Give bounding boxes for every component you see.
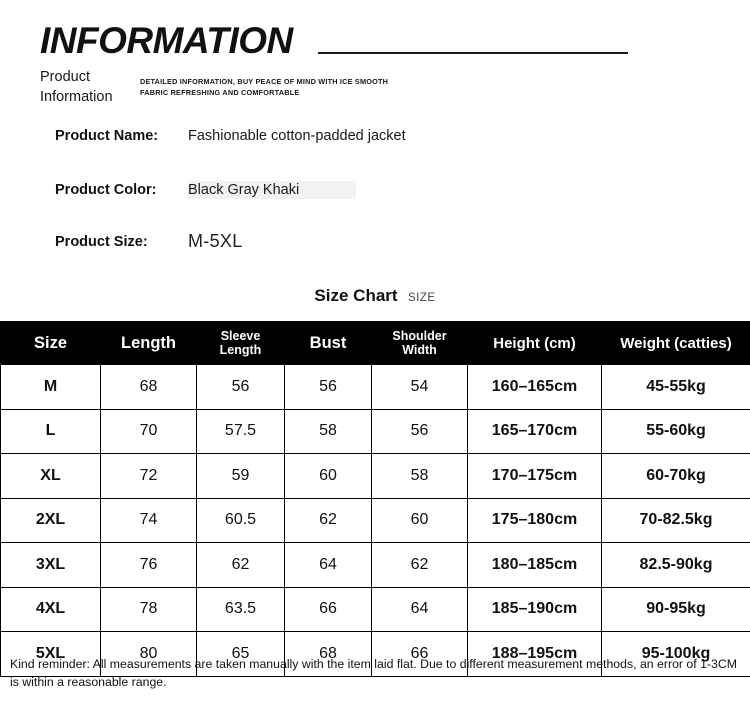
cell-bust: 56 (285, 365, 372, 410)
cell-weight: 45-55kg (602, 365, 750, 410)
cell-height: 165–170cm (468, 409, 602, 454)
section-subtitle-line2: Information (40, 88, 113, 105)
cell-sleeve: 65 (197, 632, 285, 677)
cell-shoulder: 56 (372, 409, 468, 454)
spec-value: Fashionable cotton-padded jacket (188, 128, 406, 144)
cell-bust: 62 (285, 498, 372, 543)
section-subtitle (40, 68, 113, 107)
cell-weight: 82.5-90kg (602, 543, 750, 588)
cell-height: 175–180cm (468, 498, 602, 543)
spec-row-product-name (0, 122, 750, 168)
spec-label: Product Name: (55, 128, 159, 144)
cell-length: 80 (101, 632, 197, 677)
cell-weight: 90-95kg (602, 587, 750, 632)
cell-sleeve: 62 (197, 543, 285, 588)
cell-sleeve: 60.5 (197, 498, 285, 543)
cell-shoulder: 62 (372, 543, 468, 588)
cell-size: XL (1, 454, 101, 499)
spec-label: Product Color: (55, 182, 157, 198)
column-header-weight: Weight (catties) (602, 322, 750, 365)
cell-size: 5XL (1, 632, 101, 677)
table-header-row (1, 322, 750, 365)
cell-size: L (1, 409, 101, 454)
cell-bust: 60 (285, 454, 372, 499)
table-row (1, 543, 750, 588)
table-row (1, 587, 750, 632)
table-header (1, 322, 750, 365)
cell-weight: 70-82.5kg (602, 498, 750, 543)
column-header-size: Size (1, 322, 101, 365)
cell-length: 78 (101, 587, 197, 632)
cell-length: 72 (101, 454, 197, 499)
table-body (1, 365, 750, 677)
column-header-length: Length (101, 322, 197, 365)
column-header-bust: Bust (285, 322, 372, 365)
column-header-sleeve-line2: Length (219, 343, 262, 357)
header-tagline: DETAILED INFORMATION, BUY PEACE OF MIND WITH ICE SMOOTH FABRIC REFRESHING AND COMFORTABLE (140, 77, 389, 98)
spec-label: Product Size: (55, 234, 148, 250)
table-row (1, 454, 750, 499)
cell-sleeve: 59 (197, 454, 285, 499)
page-title: INFORMATION (40, 20, 293, 61)
cell-bust: 68 (285, 632, 372, 677)
size-chart-table (0, 321, 750, 677)
cell-sleeve: 57.5 (197, 409, 285, 454)
spec-value: Black Gray Khaki (188, 182, 300, 198)
spec-value: M-5XL (188, 231, 243, 251)
column-header-sleeve-line1: Sleeve (220, 328, 261, 343)
cell-sleeve: 56 (197, 365, 285, 410)
column-header-shoulder-width (372, 322, 468, 365)
information-header (0, 0, 750, 110)
cell-size: 4XL (1, 587, 101, 632)
column-header-shoulder-line1: Shoulder (392, 328, 447, 343)
table-row (1, 409, 750, 454)
cell-shoulder: 58 (372, 454, 468, 499)
cell-height: 188–195cm (468, 632, 602, 677)
table-row (1, 498, 750, 543)
size-chart-heading-sub: SIZE (408, 292, 436, 304)
table-row (1, 365, 750, 410)
cell-weight: 95-100kg (602, 632, 750, 677)
size-chart-heading-main: Size Chart (314, 286, 398, 305)
cell-bust: 66 (285, 587, 372, 632)
section-subtitle-line1: Product (40, 69, 90, 85)
cell-weight: 55-60kg (602, 409, 750, 454)
cell-bust: 64 (285, 543, 372, 588)
cell-bust: 58 (285, 409, 372, 454)
measurement-disclaimer: Kind reminder: All measurements are taken manually with the item laid flat. Due to different measurement methods, an error of 1-3CM is within a reasonable range. (10, 657, 737, 690)
cell-shoulder: 66 (372, 632, 468, 677)
spec-row-product-color (0, 168, 750, 216)
cell-height: 160–165cm (468, 365, 602, 410)
cell-shoulder: 54 (372, 365, 468, 410)
cell-length: 74 (101, 498, 197, 543)
column-header-sleeve-length (197, 322, 285, 365)
size-chart-heading (0, 286, 750, 306)
product-information-list (0, 122, 750, 262)
cell-shoulder: 64 (372, 587, 468, 632)
cell-size: 2XL (1, 498, 101, 543)
cell-size: M (1, 365, 101, 410)
column-header-height: Height (cm) (468, 322, 602, 365)
cell-height: 180–185cm (468, 543, 602, 588)
spec-row-product-size (0, 216, 750, 262)
cell-sleeve: 63.5 (197, 587, 285, 632)
cell-length: 68 (101, 365, 197, 410)
cell-height: 185–190cm (468, 587, 602, 632)
cell-shoulder: 60 (372, 498, 468, 543)
cell-length: 70 (101, 409, 197, 454)
cell-length: 76 (101, 543, 197, 588)
cell-size: 3XL (1, 543, 101, 588)
cell-height: 170–175cm (468, 454, 602, 499)
cell-weight: 60-70kg (602, 454, 750, 499)
column-header-shoulder-line2: Width (402, 343, 437, 357)
title-divider (318, 52, 628, 54)
size-chart-table-wrap (0, 321, 750, 677)
